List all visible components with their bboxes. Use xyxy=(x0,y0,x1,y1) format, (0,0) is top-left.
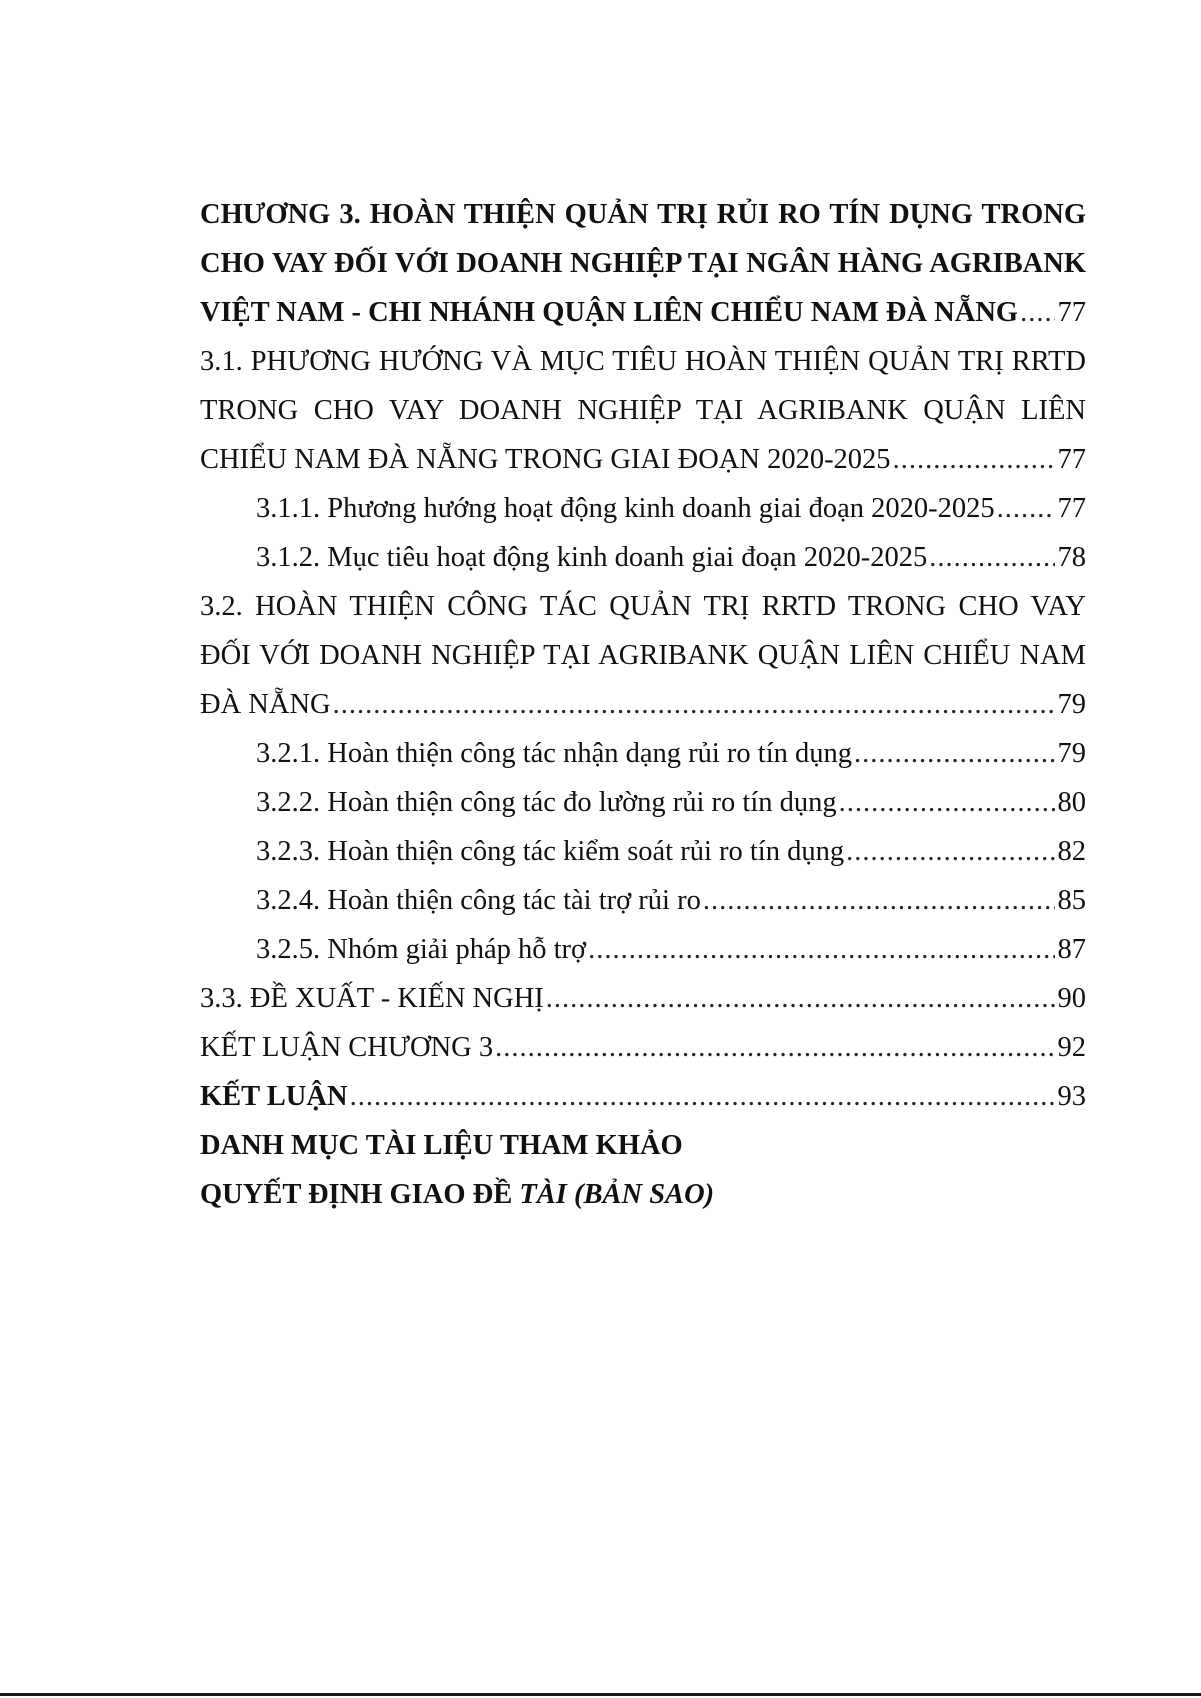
page-bottom-edge xyxy=(0,1693,1201,1696)
toc-entry-text: TRONG CHO VAY DOANH NGHIỆP TẠI AGRIBANK QUẬN LIÊN xyxy=(200,395,1086,426)
toc-entry-3-2-3[interactable] xyxy=(200,827,1086,876)
dot-leader xyxy=(839,778,1055,827)
toc-entry-text: 3.2.3. Hoàn thiện công tác kiểm soát rủi ro tín dụng xyxy=(256,836,845,867)
toc-entry-text: 3.1. PHƯƠNG HƯỚNG VÀ MỤC TIÊU HOÀN THIỆN QUẢN TRỊ RRTD xyxy=(200,346,1086,377)
page-number: 93 xyxy=(1057,1081,1086,1112)
toc-entry-conclusion[interactable] xyxy=(200,1072,1086,1121)
toc-entry-text: ĐÀ NẴNG xyxy=(200,689,331,720)
dot-leader xyxy=(703,876,1055,925)
dot-leader xyxy=(546,974,1055,1023)
toc-entry-text: 3.2.1. Hoàn thiện công tác nhận dạng rủi ro tín dụng xyxy=(256,738,852,769)
toc-entry-3-1-1[interactable] xyxy=(200,484,1086,533)
dot-leader xyxy=(929,533,1054,582)
page-number: 79 xyxy=(1057,738,1086,769)
toc-entry-3-2-1[interactable] xyxy=(200,729,1086,778)
toc-entry-text: DANH MỤC TÀI LIỆU THAM KHẢO xyxy=(200,1130,683,1161)
toc-entry-text: VIỆT NAM - CHI NHÁNH QUẬN LIÊN CHIỂU NAM ĐÀ NẴNG xyxy=(200,297,1019,328)
page-number: 77 xyxy=(1057,297,1086,328)
page-number: 82 xyxy=(1057,836,1086,867)
toc-entry-text: CHƯƠNG 3. HOÀN THIỆN QUẢN TRỊ RỦI RO TÍN DỤNG TRONG xyxy=(200,199,1086,230)
dot-leader xyxy=(1020,288,1054,337)
toc-entry-3-3[interactable] xyxy=(200,974,1086,1023)
toc-entry-assignment-decision[interactable] xyxy=(200,1170,1086,1219)
dot-leader xyxy=(333,680,1055,729)
page-number: 85 xyxy=(1057,885,1086,916)
dot-leader xyxy=(997,484,1055,533)
toc-entry-text: 3.1.2. Mục tiêu hoạt động kinh doanh giai đoạn 2020-2025 xyxy=(256,542,928,573)
toc-entry-3-1-2[interactable] xyxy=(200,533,1086,582)
page-number: 77 xyxy=(1057,444,1086,475)
toc-entry-references[interactable] xyxy=(200,1121,1086,1170)
page-number: 79 xyxy=(1057,689,1086,720)
dot-leader xyxy=(893,435,1055,484)
dot-leader xyxy=(846,827,1054,876)
page-number: 80 xyxy=(1057,787,1086,818)
page-number: 77 xyxy=(1057,493,1086,524)
toc-entry-3-2[interactable] xyxy=(200,582,1086,729)
dot-leader xyxy=(495,1023,1054,1072)
page-number: 78 xyxy=(1057,542,1086,573)
toc-entry-3-2-4[interactable] xyxy=(200,876,1086,925)
toc-entry-text: 3.2.5. Nhóm giải pháp hỗ trợ xyxy=(256,934,587,965)
toc-entry-text: CHO VAY ĐỐI VỚI DOANH NGHIỆP TẠI NGÂN HÀNG AGRIBANK xyxy=(200,248,1086,279)
dot-leader xyxy=(588,925,1054,974)
toc-entry-text: KẾT LUẬN xyxy=(200,1081,348,1112)
toc-entry-text-italic: TÀI (BẢN SAO) xyxy=(519,1179,715,1210)
dot-leader xyxy=(350,1072,1055,1121)
toc-entry-text: CHIỂU NAM ĐÀ NẴNG TRONG GIAI ĐOẠN 2020-2025 xyxy=(200,444,891,475)
toc-entry-text: 3.2. HOÀN THIỆN CÔNG TÁC QUẢN TRỊ RRTD TRONG CHO VAY xyxy=(200,591,1086,622)
toc-entry-text: 3.1.1. Phương hướng hoạt động kinh doanh giai đoạn 2020-2025 xyxy=(256,493,995,524)
toc-entry-chapter-3-conclusion[interactable] xyxy=(200,1023,1086,1072)
dot-leader xyxy=(854,729,1055,778)
page-number: 87 xyxy=(1057,934,1086,965)
toc-entry-text: ĐỐI VỚI DOANH NGHIỆP TẠI AGRIBANK QUẬN LIÊN CHIỂU NAM xyxy=(200,640,1086,671)
toc-entry-text: KẾT LUẬN CHƯƠNG 3 xyxy=(200,1032,494,1063)
toc-entry-text: QUYẾT ĐỊNH GIAO ĐỀ xyxy=(200,1179,520,1210)
toc-entry-text: 3.2.4. Hoàn thiện công tác tài trợ rủi ro xyxy=(256,885,701,916)
page-number: 90 xyxy=(1057,983,1086,1014)
toc-entry-3-1[interactable] xyxy=(200,337,1086,484)
toc-entry-chapter-3[interactable] xyxy=(200,190,1086,337)
toc-entry-3-2-2[interactable] xyxy=(200,778,1086,827)
toc-entry-text: 3.2.2. Hoàn thiện công tác đo lường rủi ro tín dụng xyxy=(256,787,837,818)
toc-entry-3-2-5[interactable] xyxy=(200,925,1086,974)
page-number: 92 xyxy=(1057,1032,1086,1063)
toc-entry-text: 3.3. ĐỀ XUẤT - KIẾN NGHỊ xyxy=(200,983,544,1014)
table-of-contents xyxy=(200,190,1086,1219)
